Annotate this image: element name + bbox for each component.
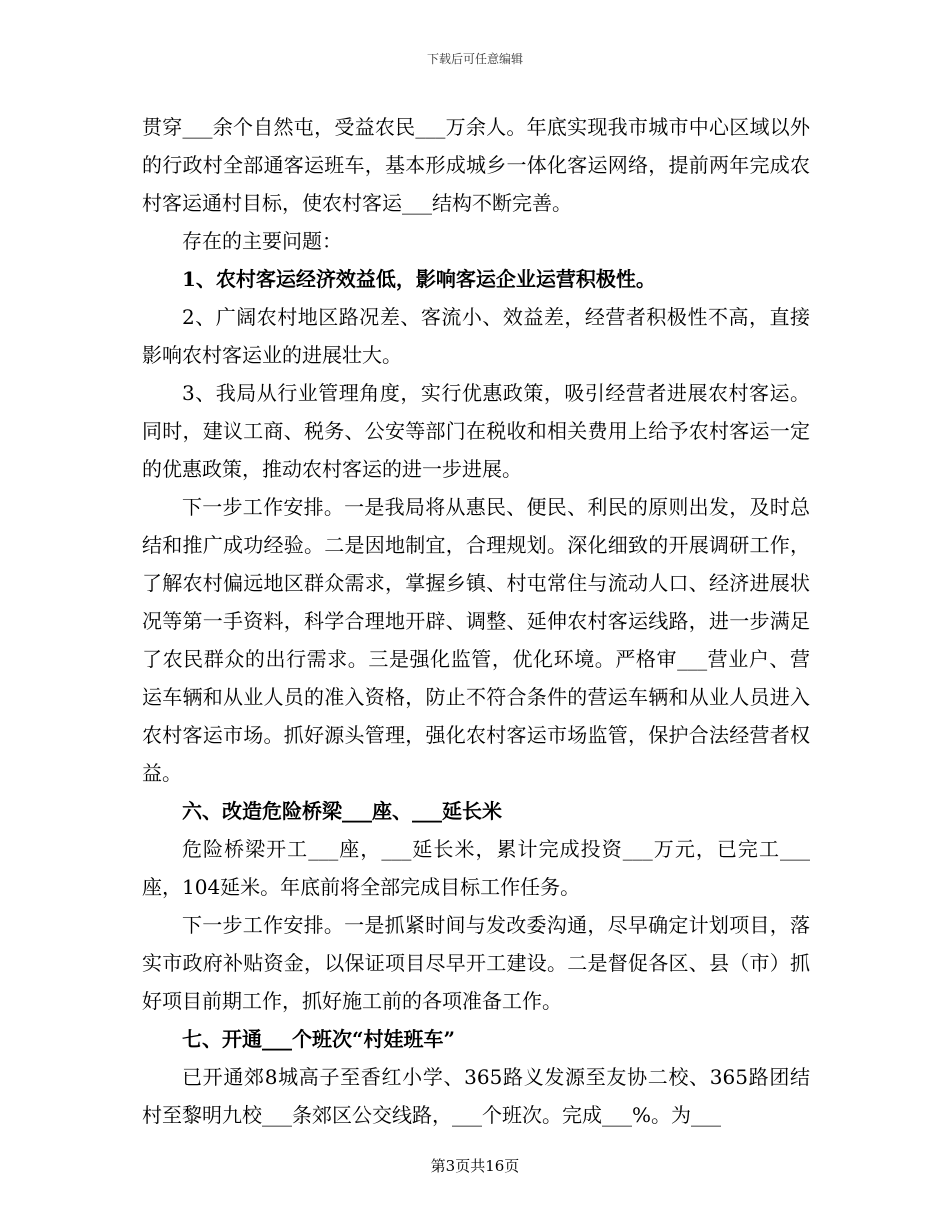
heading-section-7: 七、开通___个班次“村娃班车” (182, 1027, 456, 1051)
heading-section-6: 六、改造危险桥梁___座、___延长米 (182, 799, 502, 823)
paragraph-problem-2: 2、广阔农村地区路况差、客流小、效益差，经营者积极性不高，直接影响农村客运业的进展壮大。 (142, 305, 810, 367)
document-body (142, 108, 810, 1134)
paragraph-bus-routes: 已开通郊8城高子至香红小学、365路义发源至友协二校、365路团结村至黎明九校___条郊区公交线路，___个班次。完成___%。为___ (142, 1065, 810, 1127)
paragraph-next-steps-2: 下一步工作安排。一是抓紧时间与发改委沟通，尽早确定计划项目，落实市政府补贴资金，以保证项目尽早开工建设。二是督促各区、县（市）抓好项目前期工作，抓好施工前的各项准备工作。 (142, 913, 810, 1013)
paragraph-problem-3: 3、我局从行业管理角度，实行优惠政策，吸引经营者进展农村客运。同时，建议工商、税务、公安等部门在税收和相关费用上给予农村客运一定的优惠政策，推动农村客运的进一步进展。 (142, 381, 810, 481)
paragraph-bridges: 危险桥梁开工___座，___延长米，累计完成投资___万元，已完工___座，104延米。年底前将全部完成目标工作任务。 (142, 837, 810, 899)
page-header-note: 下载后可任意编辑 (426, 52, 523, 66)
paragraph-problems-intro: 存在的主要问题： (182, 229, 342, 253)
heading-problem-1: 1、农村客运经济效益低，影响客运企业运营积极性。 (182, 267, 656, 291)
page-number: 第3页共16页 (430, 1157, 520, 1175)
paragraph-continuation: 贯穿___余个自然屯，受益农民___万余人。年底实现我市城市中心区域以外的行政村全部通客运班车，基本形成城乡一体化客运网络，提前两年完成农村客运通村目标，使农村客运___结构不断完善。 (142, 115, 810, 215)
paragraph-next-steps-1: 下一步工作安排。一是我局将从惠民、便民、利民的原则出发，及时总结和推广成功经验。二是因地制宜，合理规划。深化细致的开展调研工作，了解农村偏远地区群众需求，掌握乡镇、村屯常住与流动人口、经济进展状况等第一手资料，科学合理地开辟、调整、延伸农村客运线路，进一步满足了农民群众的出行需求。三是强化监管，优化环境。严格审___营业户、营运车辆和从业人员的准入资格，防止不符合条件的营运车辆和从业人员进入农村客运市场。抓好源头管理，强化农村客运市场监管，保护合法经营者权益。 (142, 495, 810, 785)
